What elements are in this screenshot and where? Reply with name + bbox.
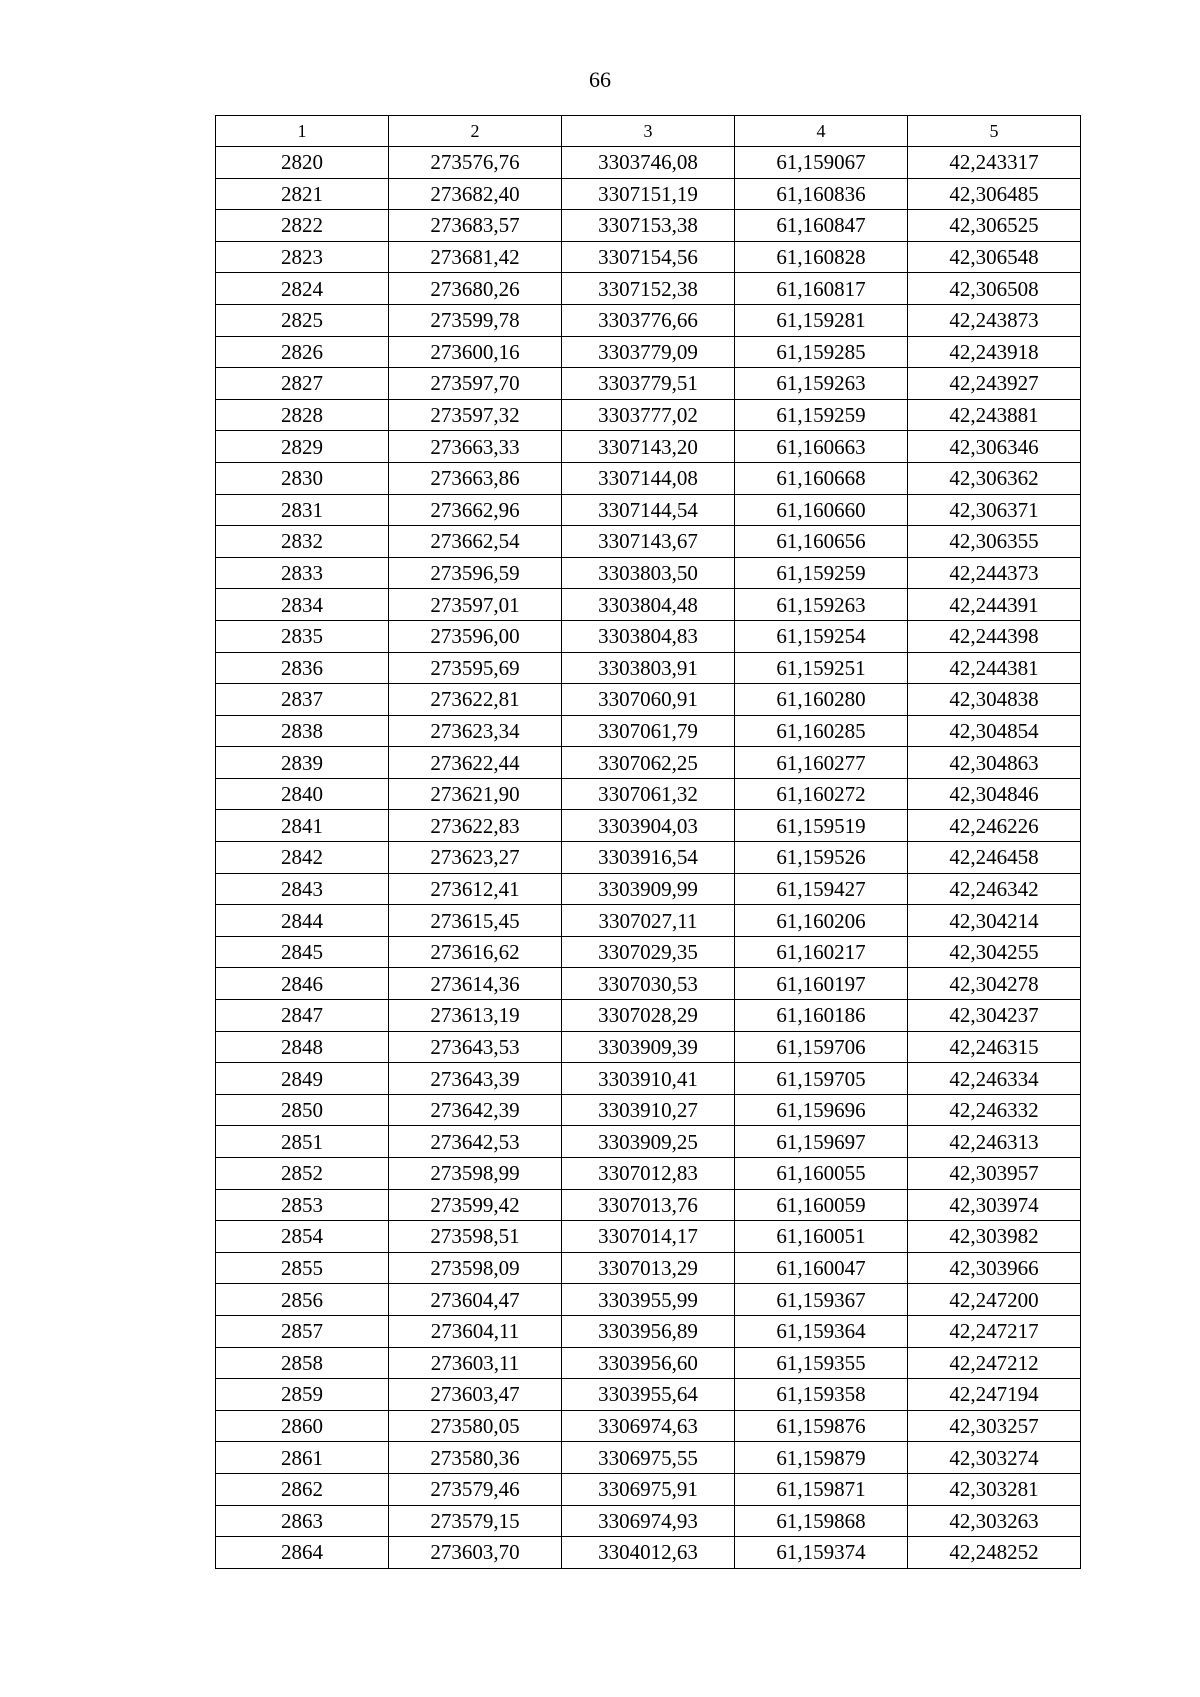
table-cell-col-4: 61,159364	[735, 1315, 908, 1347]
table-row	[216, 273, 1081, 305]
table-row	[216, 1158, 1081, 1190]
table-row	[216, 178, 1081, 210]
table-cell-col-3: 3303804,83	[562, 620, 735, 652]
table-cell-col-4: 61,159706	[735, 1031, 908, 1063]
table-cell-col-2: 273681,42	[389, 241, 562, 273]
table-cell-col-4: 61,159374	[735, 1537, 908, 1569]
table-cell-col-1: 2846	[216, 968, 389, 1000]
table-row	[216, 936, 1081, 968]
table-cell-col-2: 273579,46	[389, 1473, 562, 1505]
table-cell-col-5: 42,246226	[908, 810, 1081, 842]
table-cell-col-5: 42,306485	[908, 178, 1081, 210]
table-cell-col-4: 61,160059	[735, 1189, 908, 1221]
table-cell-col-2: 273598,09	[389, 1252, 562, 1284]
table-cell-col-1: 2840	[216, 778, 389, 810]
table-row	[216, 304, 1081, 336]
table-cell-col-4: 61,159697	[735, 1126, 908, 1158]
table-cell-col-1: 2864	[216, 1537, 389, 1569]
table-cell-col-4: 61,160217	[735, 936, 908, 968]
table-cell-col-4: 61,159367	[735, 1284, 908, 1316]
table-cell-col-3: 3303777,02	[562, 399, 735, 431]
table-cell-col-2: 273621,90	[389, 778, 562, 810]
table-row	[216, 1347, 1081, 1379]
table-row	[216, 620, 1081, 652]
table-cell-col-2: 273683,57	[389, 210, 562, 242]
table-cell-col-5: 42,303274	[908, 1442, 1081, 1474]
table-cell-col-2: 273604,11	[389, 1315, 562, 1347]
table-cell-col-3: 3307143,20	[562, 431, 735, 463]
table-cell-col-3: 3303909,25	[562, 1126, 735, 1158]
table-cell-col-2: 273643,53	[389, 1031, 562, 1063]
table-cell-col-2: 273595,69	[389, 652, 562, 684]
table-cell-col-1: 2822	[216, 210, 389, 242]
table-cell-col-3: 3307144,08	[562, 462, 735, 494]
table-cell-col-5: 42,304255	[908, 936, 1081, 968]
table-cell-col-4: 61,159705	[735, 1063, 908, 1095]
table-cell-col-5: 42,243873	[908, 304, 1081, 336]
table-cell-col-2: 273623,27	[389, 842, 562, 874]
table-cell-col-3: 3303779,51	[562, 368, 735, 400]
table-row	[216, 1126, 1081, 1158]
table-cell-col-4: 61,160847	[735, 210, 908, 242]
table-row	[216, 652, 1081, 684]
table-cell-col-5: 42,244398	[908, 620, 1081, 652]
table-cell-col-3: 3307061,32	[562, 778, 735, 810]
table-cell-col-3: 3303916,54	[562, 842, 735, 874]
table-cell-col-5: 42,247212	[908, 1347, 1081, 1379]
table-cell-col-2: 273599,78	[389, 304, 562, 336]
table-cell-col-2: 273613,19	[389, 1000, 562, 1032]
table-row	[216, 1000, 1081, 1032]
table-cell-col-5: 42,246315	[908, 1031, 1081, 1063]
table-cell-col-1: 2832	[216, 526, 389, 558]
table-cell-col-2: 273622,83	[389, 810, 562, 842]
table-cell-col-4: 61,159519	[735, 810, 908, 842]
table-cell-col-4: 61,159259	[735, 557, 908, 589]
table-header	[216, 116, 1081, 147]
table-cell-col-4: 61,159427	[735, 873, 908, 905]
table-cell-col-2: 273616,62	[389, 936, 562, 968]
table-row	[216, 494, 1081, 526]
table-cell-col-5: 42,303982	[908, 1221, 1081, 1253]
table-cell-col-5: 42,306371	[908, 494, 1081, 526]
table-cell-col-3: 3303803,91	[562, 652, 735, 684]
table-cell-col-5: 42,306548	[908, 241, 1081, 273]
table-cell-col-4: 61,159263	[735, 368, 908, 400]
table-cell-col-1: 2852	[216, 1158, 389, 1190]
table-cell-col-1: 2851	[216, 1126, 389, 1158]
table-row	[216, 147, 1081, 179]
table-row	[216, 1031, 1081, 1063]
table-cell-col-1: 2835	[216, 620, 389, 652]
table-cell-col-5: 42,247217	[908, 1315, 1081, 1347]
table-cell-col-3: 3306975,91	[562, 1473, 735, 1505]
table-cell-col-5: 42,306525	[908, 210, 1081, 242]
table-row	[216, 968, 1081, 1000]
table-cell-col-2: 273597,32	[389, 399, 562, 431]
table-cell-col-3: 3307144,54	[562, 494, 735, 526]
table-cell-col-2: 273642,39	[389, 1094, 562, 1126]
table-cell-col-1: 2860	[216, 1410, 389, 1442]
table-row	[216, 1063, 1081, 1095]
table-cell-col-3: 3307153,38	[562, 210, 735, 242]
table-cell-col-2: 273663,33	[389, 431, 562, 463]
table-cell-col-5: 42,244381	[908, 652, 1081, 684]
table-row	[216, 1537, 1081, 1569]
table-cell-col-2: 273662,96	[389, 494, 562, 526]
table-cell-col-3: 3303909,39	[562, 1031, 735, 1063]
table-cell-col-5: 42,244373	[908, 557, 1081, 589]
table-cell-col-1: 2821	[216, 178, 389, 210]
table-cell-col-2: 273662,54	[389, 526, 562, 558]
table-cell-col-3: 3303904,03	[562, 810, 735, 842]
table-cell-col-3: 3304012,63	[562, 1537, 735, 1569]
table-cell-col-1: 2830	[216, 462, 389, 494]
table-cell-col-1: 2838	[216, 715, 389, 747]
table-cell-col-5: 42,244391	[908, 589, 1081, 621]
table-cell-col-4: 61,160828	[735, 241, 908, 273]
table-cell-col-5: 42,304846	[908, 778, 1081, 810]
table-cell-col-4: 61,159259	[735, 399, 908, 431]
table-row	[216, 1442, 1081, 1474]
table-cell-col-1: 2861	[216, 1442, 389, 1474]
table-cell-col-1: 2863	[216, 1505, 389, 1537]
table-cell-col-5: 42,303966	[908, 1252, 1081, 1284]
table-cell-col-4: 61,159868	[735, 1505, 908, 1537]
table-cell-col-3: 3303955,64	[562, 1379, 735, 1411]
table-cell-col-2: 273598,51	[389, 1221, 562, 1253]
header-row	[216, 116, 1081, 147]
table-row	[216, 684, 1081, 716]
table-cell-col-5: 42,247200	[908, 1284, 1081, 1316]
table-row	[216, 842, 1081, 874]
table-cell-col-1: 2836	[216, 652, 389, 684]
table-cell-col-2: 273603,70	[389, 1537, 562, 1569]
table-cell-col-1: 2858	[216, 1347, 389, 1379]
table-row	[216, 873, 1081, 905]
table-cell-col-2: 273682,40	[389, 178, 562, 210]
table-cell-col-3: 3303779,09	[562, 336, 735, 368]
table-body	[216, 147, 1081, 1569]
table-cell-col-2: 273596,00	[389, 620, 562, 652]
table-cell-col-2: 273612,41	[389, 873, 562, 905]
table-cell-col-2: 273599,42	[389, 1189, 562, 1221]
table-cell-col-2: 273615,45	[389, 905, 562, 937]
table-row	[216, 747, 1081, 779]
table-cell-col-1: 2842	[216, 842, 389, 874]
table-row	[216, 1252, 1081, 1284]
table-cell-col-2: 273576,76	[389, 147, 562, 179]
table-cell-col-1: 2833	[216, 557, 389, 589]
table-cell-col-3: 3307012,83	[562, 1158, 735, 1190]
table-cell-col-4: 61,159281	[735, 304, 908, 336]
table-cell-col-1: 2854	[216, 1221, 389, 1253]
table-cell-col-4: 61,159871	[735, 1473, 908, 1505]
table-cell-col-1: 2824	[216, 273, 389, 305]
column-header-4: 4	[735, 116, 908, 147]
table-cell-col-4: 61,160277	[735, 747, 908, 779]
table-cell-col-1: 2826	[216, 336, 389, 368]
table-cell-col-2: 273614,36	[389, 968, 562, 1000]
table-row	[216, 1505, 1081, 1537]
table-cell-col-4: 61,160051	[735, 1221, 908, 1253]
table-cell-col-1: 2850	[216, 1094, 389, 1126]
table-cell-col-5: 42,304838	[908, 684, 1081, 716]
table-cell-col-5: 42,306355	[908, 526, 1081, 558]
table-cell-col-2: 273680,26	[389, 273, 562, 305]
table-cell-col-1: 2839	[216, 747, 389, 779]
table-row	[216, 241, 1081, 273]
page-number: 66	[589, 67, 611, 92]
table-cell-col-4: 61,160660	[735, 494, 908, 526]
table-cell-col-3: 3306974,63	[562, 1410, 735, 1442]
table-cell-col-4: 61,160836	[735, 178, 908, 210]
table-cell-col-2: 273622,81	[389, 684, 562, 716]
table-cell-col-1: 2837	[216, 684, 389, 716]
table-cell-col-4: 61,159526	[735, 842, 908, 874]
table-cell-col-3: 3306975,55	[562, 1442, 735, 1474]
table-row	[216, 431, 1081, 463]
table-cell-col-3: 3307143,67	[562, 526, 735, 558]
table-cell-col-5: 42,304854	[908, 715, 1081, 747]
table-cell-col-3: 3303803,50	[562, 557, 735, 589]
table-cell-col-5: 42,303263	[908, 1505, 1081, 1537]
table-cell-col-2: 273603,11	[389, 1347, 562, 1379]
table-cell-col-1: 2847	[216, 1000, 389, 1032]
column-header-2: 2	[389, 116, 562, 147]
table-cell-col-3: 3303804,48	[562, 589, 735, 621]
table-cell-col-1: 2856	[216, 1284, 389, 1316]
table-row	[216, 905, 1081, 937]
table-cell-col-2: 273600,16	[389, 336, 562, 368]
table-cell-col-2: 273597,70	[389, 368, 562, 400]
table-cell-col-5: 42,243881	[908, 399, 1081, 431]
table-cell-col-1: 2855	[216, 1252, 389, 1284]
table-cell-col-5: 42,303974	[908, 1189, 1081, 1221]
table-cell-col-1: 2828	[216, 399, 389, 431]
table-cell-col-2: 273597,01	[389, 589, 562, 621]
table-cell-col-2: 273604,47	[389, 1284, 562, 1316]
table-cell-col-4: 61,160047	[735, 1252, 908, 1284]
table-row	[216, 1473, 1081, 1505]
table-row	[216, 399, 1081, 431]
table-cell-col-3: 3303956,60	[562, 1347, 735, 1379]
table-cell-col-3: 3307027,11	[562, 905, 735, 937]
table-cell-col-4: 61,160656	[735, 526, 908, 558]
table-cell-col-3: 3307060,91	[562, 684, 735, 716]
table-row	[216, 557, 1081, 589]
table-cell-col-2: 273596,59	[389, 557, 562, 589]
table-cell-col-5: 42,246313	[908, 1126, 1081, 1158]
table-row	[216, 1379, 1081, 1411]
table-row	[216, 1094, 1081, 1126]
table-cell-col-2: 273598,99	[389, 1158, 562, 1190]
table-cell-col-2: 273663,86	[389, 462, 562, 494]
table-cell-col-3: 3307028,29	[562, 1000, 735, 1032]
table-cell-col-5: 42,248252	[908, 1537, 1081, 1569]
table-row	[216, 810, 1081, 842]
table-cell-col-2: 273580,05	[389, 1410, 562, 1442]
table-cell-col-5: 42,246332	[908, 1094, 1081, 1126]
table-row	[216, 462, 1081, 494]
table-cell-col-1: 2862	[216, 1473, 389, 1505]
table-cell-col-3: 3303910,41	[562, 1063, 735, 1095]
table-cell-col-5: 42,247194	[908, 1379, 1081, 1411]
table-cell-col-1: 2834	[216, 589, 389, 621]
table-cell-col-4: 61,160197	[735, 968, 908, 1000]
table-cell-col-4: 61,159285	[735, 336, 908, 368]
table-cell-col-3: 3307152,38	[562, 273, 735, 305]
table-row	[216, 336, 1081, 368]
table-cell-col-5: 42,303957	[908, 1158, 1081, 1190]
column-header-3: 3	[562, 116, 735, 147]
table-cell-col-4: 61,159696	[735, 1094, 908, 1126]
table-cell-col-4: 61,159358	[735, 1379, 908, 1411]
table-cell-col-1: 2820	[216, 147, 389, 179]
table-row	[216, 1189, 1081, 1221]
table-cell-col-2: 273603,47	[389, 1379, 562, 1411]
table-row	[216, 368, 1081, 400]
table-cell-col-5: 42,306508	[908, 273, 1081, 305]
table-cell-col-1: 2841	[216, 810, 389, 842]
table-cell-col-4: 61,159876	[735, 1410, 908, 1442]
table-cell-col-1: 2859	[216, 1379, 389, 1411]
table-cell-col-5: 42,303281	[908, 1473, 1081, 1505]
table-cell-col-2: 273623,34	[389, 715, 562, 747]
table-cell-col-5: 42,243918	[908, 336, 1081, 368]
table-cell-col-1: 2843	[216, 873, 389, 905]
table-cell-col-4: 61,160280	[735, 684, 908, 716]
table-cell-col-5: 42,243927	[908, 368, 1081, 400]
table-cell-col-3: 3307013,29	[562, 1252, 735, 1284]
table-cell-col-3: 3307014,17	[562, 1221, 735, 1253]
table-cell-col-3: 3306974,93	[562, 1505, 735, 1537]
table-cell-col-4: 61,159355	[735, 1347, 908, 1379]
table-cell-col-5: 42,306346	[908, 431, 1081, 463]
table-cell-col-2: 273580,36	[389, 1442, 562, 1474]
table-cell-col-3: 3307061,79	[562, 715, 735, 747]
table-cell-col-1: 2848	[216, 1031, 389, 1063]
table-cell-col-5: 42,304214	[908, 905, 1081, 937]
table-cell-col-2: 273579,15	[389, 1505, 562, 1537]
table-cell-col-1: 2823	[216, 241, 389, 273]
table-cell-col-4: 61,160206	[735, 905, 908, 937]
table-cell-col-2: 273643,39	[389, 1063, 562, 1095]
table-cell-col-5: 42,246458	[908, 842, 1081, 874]
table-cell-col-5: 42,243317	[908, 147, 1081, 179]
table-cell-col-3: 3303776,66	[562, 304, 735, 336]
table-cell-col-1: 2827	[216, 368, 389, 400]
table-cell-col-4: 61,159067	[735, 147, 908, 179]
table-cell-col-1: 2857	[216, 1315, 389, 1347]
table-cell-col-2: 273642,53	[389, 1126, 562, 1158]
table-row	[216, 1284, 1081, 1316]
table-row	[216, 589, 1081, 621]
table-cell-col-3: 3303955,99	[562, 1284, 735, 1316]
table-cell-col-4: 61,159251	[735, 652, 908, 684]
table-row	[216, 778, 1081, 810]
table-cell-col-3: 3307029,35	[562, 936, 735, 968]
table-cell-col-4: 61,160663	[735, 431, 908, 463]
table-cell-col-3: 3303956,89	[562, 1315, 735, 1347]
table-cell-col-3: 3303746,08	[562, 147, 735, 179]
table-cell-col-3: 3307062,25	[562, 747, 735, 779]
table-cell-col-4: 61,160055	[735, 1158, 908, 1190]
table-cell-col-1: 2849	[216, 1063, 389, 1095]
table-cell-col-1: 2825	[216, 304, 389, 336]
table-cell-col-3: 3307154,56	[562, 241, 735, 273]
table-cell-col-4: 61,160272	[735, 778, 908, 810]
table-cell-col-5: 42,246342	[908, 873, 1081, 905]
table-row	[216, 1221, 1081, 1253]
table-cell-col-1: 2829	[216, 431, 389, 463]
table-row	[216, 1315, 1081, 1347]
table-cell-col-3: 3307030,53	[562, 968, 735, 1000]
table-cell-col-5: 42,306362	[908, 462, 1081, 494]
table-row	[216, 210, 1081, 242]
table-cell-col-1: 2844	[216, 905, 389, 937]
coordinates-table	[215, 115, 1081, 1569]
table-cell-col-4: 61,160817	[735, 273, 908, 305]
table-cell-col-4: 61,160285	[735, 715, 908, 747]
table-cell-col-4: 61,160668	[735, 462, 908, 494]
table-cell-col-1: 2853	[216, 1189, 389, 1221]
column-header-5: 5	[908, 116, 1081, 147]
table-cell-col-3: 3303909,99	[562, 873, 735, 905]
table-cell-col-1: 2845	[216, 936, 389, 968]
table-cell-col-4: 61,159254	[735, 620, 908, 652]
table-cell-col-4: 61,159263	[735, 589, 908, 621]
column-header-1: 1	[216, 116, 389, 147]
table-cell-col-4: 61,159879	[735, 1442, 908, 1474]
table-cell-col-3: 3307151,19	[562, 178, 735, 210]
table-cell-col-5: 42,303257	[908, 1410, 1081, 1442]
table-cell-col-2: 273622,44	[389, 747, 562, 779]
table-cell-col-3: 3307013,76	[562, 1189, 735, 1221]
table-cell-col-5: 42,304278	[908, 968, 1081, 1000]
table-cell-col-5: 42,246334	[908, 1063, 1081, 1095]
table-cell-col-5: 42,304237	[908, 1000, 1081, 1032]
table-row	[216, 1410, 1081, 1442]
table-cell-col-4: 61,160186	[735, 1000, 908, 1032]
table-cell-col-5: 42,304863	[908, 747, 1081, 779]
table-cell-col-3: 3303910,27	[562, 1094, 735, 1126]
table-row	[216, 715, 1081, 747]
table-cell-col-1: 2831	[216, 494, 389, 526]
table-row	[216, 526, 1081, 558]
